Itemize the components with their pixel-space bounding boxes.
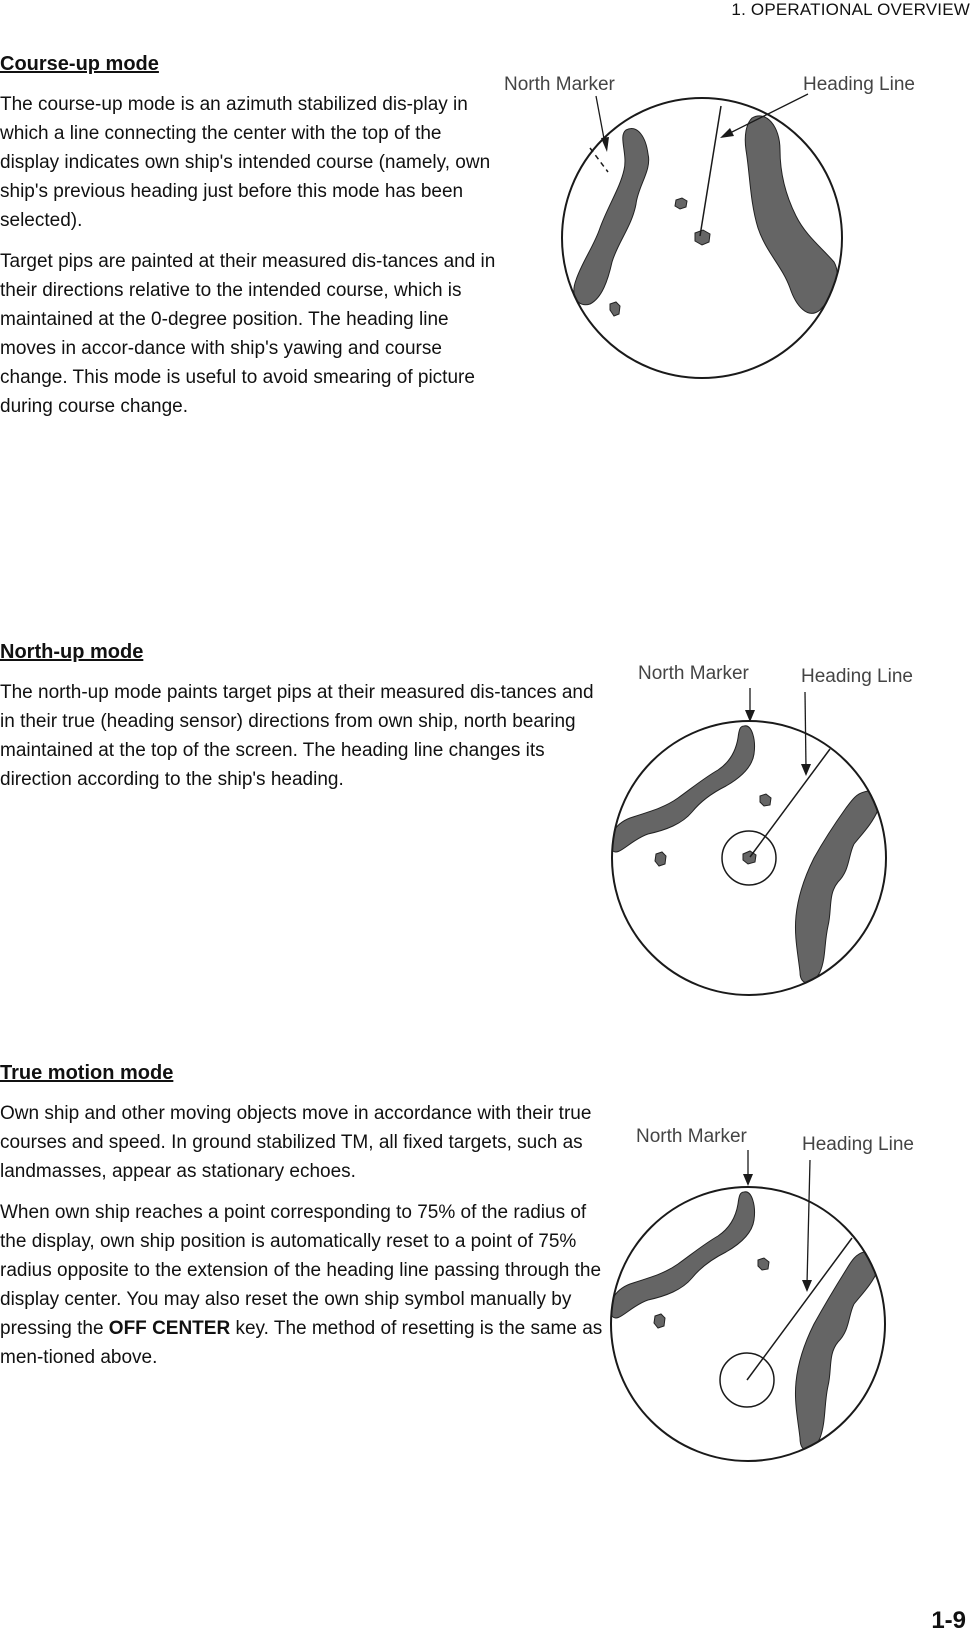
arrow-head-icon (720, 128, 734, 138)
north-marker-arrow (596, 96, 605, 144)
target-pip (675, 198, 687, 209)
true-motion-paragraph-2 (0, 1198, 610, 1372)
heading-line-arrow (807, 1160, 810, 1284)
north-marker-label: North Marker (636, 1126, 747, 1147)
north-up-section (0, 640, 610, 806)
true-motion-section (0, 1061, 610, 1384)
landmass-left (610, 1192, 755, 1318)
target-pip (758, 1258, 769, 1270)
course-up-section (0, 52, 500, 433)
north-up-paragraph-1: The north-up mode paints target pips at their measured dis-tances and in their true (heading sensor) directions from own ship, north bearing maintained at the top of the screen. The heading line changes its direction according to the ship's heading. (0, 682, 594, 790)
reset-text-pre: When own ship reaches a point corresponding to 75% of the radius of the display, own ship position is automatically reset to a point of 75% radius opposite to the extension of the heading line passing through the display center. You may also reset the own ship symbol manually by pressing the (0, 1202, 602, 1339)
course-up-heading: Course-up mode (0, 53, 159, 75)
arrow-head-icon (802, 1280, 812, 1292)
true-motion-figure (600, 1118, 914, 1468)
off-center-key: OFF CENTER (108, 1318, 231, 1339)
own-ship-pip (695, 230, 710, 245)
north-up-heading: North-up mode (0, 641, 144, 663)
course-up-paragraph-1: The course-up mode is an azimuth stabilized dis-play in which a line connecting the center with the top of the display indicates own ship's intended course (namely, own ship's previous heading just before this mode has been selected). (0, 94, 491, 231)
target-pip (655, 852, 666, 866)
true-motion-paragraph-1: Own ship and other moving objects move in accordance with their true courses and speed. In ground stabilized TM, all fixed targets, such as landmasses, appear as stationary echoes. (0, 1103, 592, 1182)
heading-line-label: Heading Line (801, 666, 913, 687)
north-marker (590, 148, 608, 172)
course-up-figure (490, 66, 960, 406)
target-pip (654, 1314, 665, 1328)
north-marker-label: North Marker (638, 663, 749, 684)
landmass-left (574, 129, 649, 305)
heading-line (700, 106, 721, 236)
page-number: 1-9 (931, 1607, 966, 1634)
running-head: 1. OPERATIONAL OVERVIEW (731, 0, 970, 19)
north-marker-label: North Marker (504, 74, 615, 95)
course-up-paragraph-2: Target pips are painted at their measured dis-tances and in their directions relative to the intended course, which is maintained at the 0-degree position. The heading line moves in accor-dance with ship's yawing and course change. This mode is useful to avoid smearing of picture during course change. (0, 251, 496, 417)
arrow-head-icon (601, 137, 609, 152)
own-ship-pip (743, 851, 756, 864)
heading-line-label: Heading Line (803, 74, 915, 95)
landmass-right (745, 116, 837, 313)
target-pip (760, 794, 771, 806)
landmass-right (795, 791, 879, 982)
heading-line-arrow (805, 692, 806, 768)
arrow-head-icon (801, 764, 811, 776)
heading-line-label: Heading Line (802, 1134, 914, 1155)
north-up-figure (600, 654, 913, 1004)
true-motion-heading: True motion mode (0, 1062, 174, 1084)
target-pip (610, 302, 620, 316)
reset-text-post: key. The method of resetting is the same as men-tioned above. (0, 1318, 603, 1368)
arrow-head-icon (743, 1174, 753, 1186)
